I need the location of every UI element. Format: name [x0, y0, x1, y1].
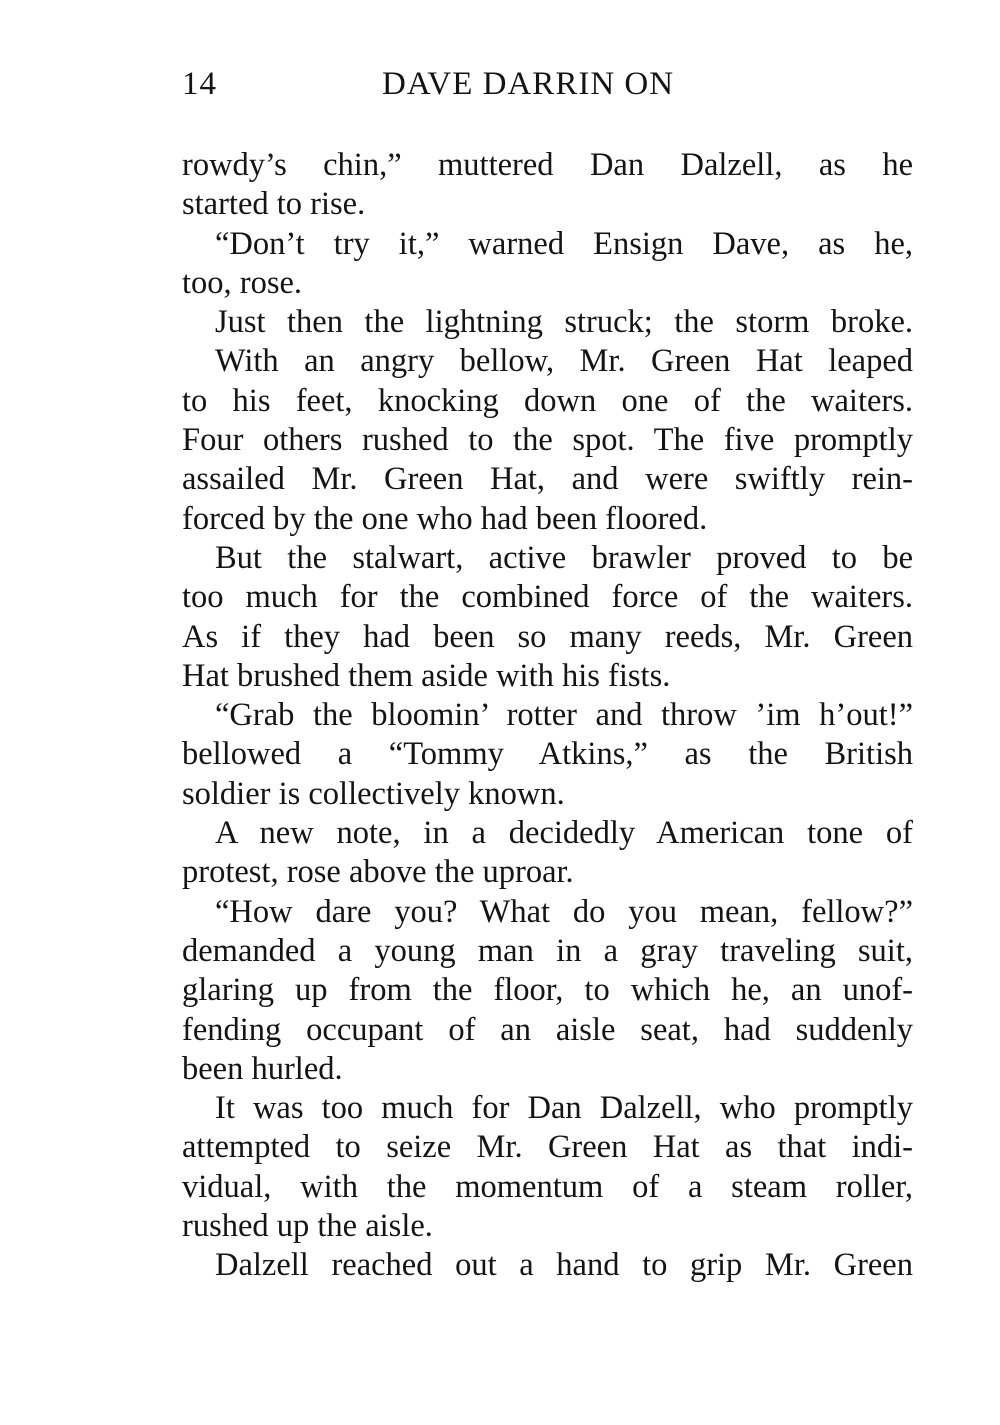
- text-line: “Grab the bloomin’ rotter and throw ’im h’out!”: [215, 697, 913, 734]
- text-line: It was too much for Dan Dalzell, who promptly: [215, 1090, 913, 1127]
- text-line: “Don’t try it,” warned Ensign Dave, as he,: [215, 225, 913, 262]
- text-line: bellowed a “Tommy Atkins,” as the British: [182, 736, 913, 773]
- text-line: been hurled.: [182, 1050, 343, 1087]
- text-line: fending occupant of an aisle seat, had suddenly: [182, 1011, 913, 1048]
- text-line: Just then the lightning struck; the storm broke.: [215, 304, 913, 341]
- text-line: rushed up the aisle.: [182, 1208, 433, 1245]
- running-head: [182, 66, 712, 110]
- text-line: to his feet, knocking down one of the waiters.: [182, 382, 913, 419]
- text-line: soldier is collectively known.: [182, 775, 565, 812]
- text-line: forced by the one who had been floored.: [182, 500, 708, 537]
- text-line: too, rose.: [182, 264, 303, 301]
- body-text: [182, 146, 913, 1286]
- text-line: assailed Mr. Green Hat, and were swiftly rein-: [182, 461, 913, 498]
- text-line: Hat brushed them aside with his fists.: [182, 657, 671, 694]
- page-number: 14: [182, 66, 217, 102]
- text-line: “How dare you? What do you mean, fellow?”: [215, 893, 913, 930]
- text-line: But the stalwart, active brawler proved to be: [215, 539, 913, 576]
- text-line: With an angry bellow, Mr. Green Hat leaped: [215, 343, 913, 380]
- text-line: glaring up from the floor, to which he, an unof-: [182, 972, 913, 1009]
- text-line: demanded a young man in a gray traveling suit,: [182, 932, 913, 969]
- text-line: Dalzell reached out a hand to grip Mr. Green: [215, 1247, 913, 1284]
- text-line: Four others rushed to the spot. The five promptly: [182, 422, 913, 459]
- text-line: As if they had been so many reeds, Mr. Green: [182, 618, 913, 655]
- text-line: A new note, in a decidedly American tone of: [215, 815, 913, 852]
- text-line: rowdy’s chin,” muttered Dan Dalzell, as he: [182, 147, 913, 183]
- text-line: vidual, with the momentum of a steam roller,: [182, 1168, 913, 1205]
- running-title: DAVE DARRIN ON: [382, 66, 675, 102]
- text-line: attempted to seize Mr. Green Hat as that indi-: [182, 1129, 913, 1166]
- text-line: started to rise.: [182, 186, 366, 223]
- text-line: too much for the combined force of the waiters.: [182, 579, 913, 616]
- text-line: protest, rose above the uproar.: [182, 854, 574, 891]
